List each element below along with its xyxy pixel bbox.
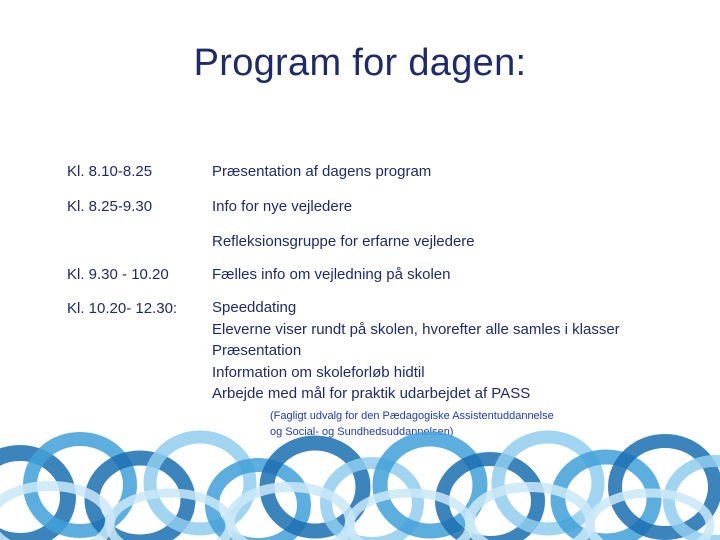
activity-2 [212, 196, 352, 218]
ring-shape [498, 437, 598, 529]
ring-chain-icon [0, 425, 720, 540]
activity-line: Arbejde med mål for praktik udarbejdet af PASS [212, 385, 531, 402]
activity-line: Præsentation af dagens program [212, 163, 432, 180]
activity-line: Eleverne viser rundt på skolen, hvorefter alle samles i klasser [212, 320, 620, 338]
time-slot-2: Kl. 8.25-9.30 [67, 198, 153, 215]
activity-line: Information om skoleforløb hidtil [212, 363, 425, 381]
page-title: Program for dagen: [193, 42, 527, 84]
footnote-line: og Social- og Sundhedsuddannelsen) [270, 426, 454, 438]
time-slot-5: Kl. 10.20- 12.30: [67, 300, 178, 317]
activity-5 [212, 297, 620, 405]
activity-line: Refleksionsgruppe for erfarne vejledere [212, 233, 475, 250]
time-slot-4: Kl. 9.30 - 10.20 [67, 266, 169, 283]
activity-line: Præsentation [212, 342, 302, 359]
time-slot-1: Kl. 8.10-8.25 [67, 163, 153, 180]
activity-line: Info for nye vejledere [212, 198, 353, 215]
footnote-line: (Fagligt udvalg for den Pædagogiske Assistentuddannelse [270, 410, 554, 422]
activity-3 [212, 231, 475, 253]
activity-1 [212, 161, 431, 183]
activity-line: Speeddating [212, 299, 297, 316]
activity-4 [212, 264, 450, 286]
activity-line: Fælles info om vejledning på skolen [212, 266, 451, 283]
ring-shape [615, 441, 715, 533]
